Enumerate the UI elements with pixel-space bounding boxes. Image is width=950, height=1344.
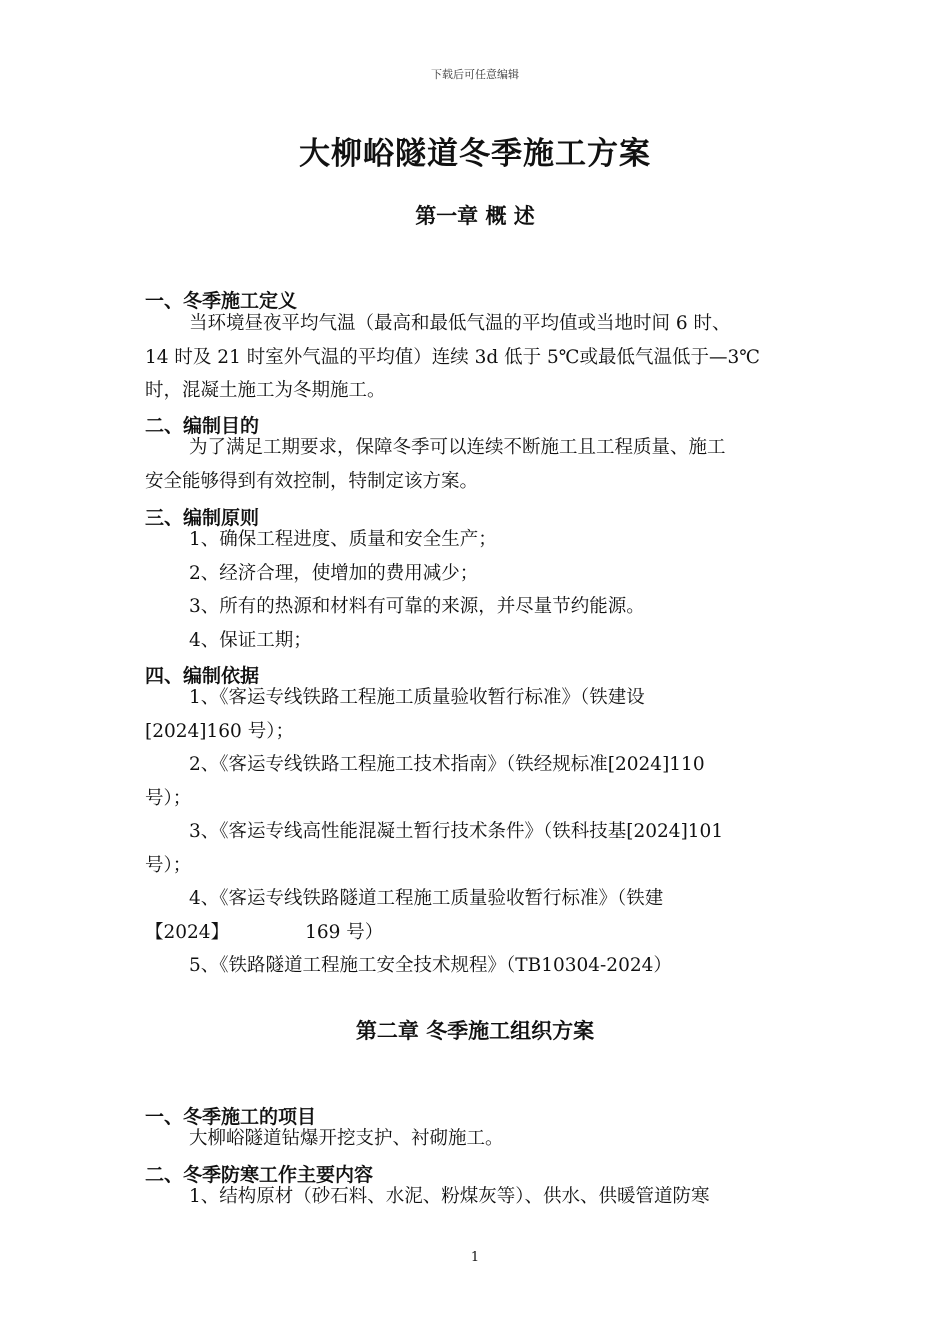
reference-line: 号）；	[145, 854, 192, 876]
section-heading: 三、编制原则	[145, 507, 260, 529]
section-heading: 一、冬季施工定义	[145, 290, 298, 312]
section-body	[145, 307, 845, 408]
text-line: 14 时及 21 时室外气温的平均值）连续 3d 低于 5℃或最低气温低于—3℃	[145, 346, 760, 368]
section-body	[145, 523, 845, 657]
document-title: 大柳峪隧道冬季施工方案	[299, 136, 651, 172]
text-line: 大柳峪隧道钻爆开挖支护、衬砌施工。	[189, 1128, 504, 1149]
list-item: 2、经济合理，使增加的费用减少；	[189, 562, 479, 584]
chapter-1-title: 第一章 概 述	[415, 204, 535, 228]
list-item: 3、所有的热源和材料有可靠的来源，并尽量节约能源。	[189, 596, 645, 617]
reference-line: 2、《客运专线铁路工程施工技术指南》（铁经规标准[2024]110	[189, 754, 705, 775]
text-line: 为了满足工期要求，保障冬季可以连续不断施工且工程质量、施工	[189, 437, 726, 458]
text-line: 当环境昼夜平均气温（最高和最低气温的平均值或当地时间 6 时、	[189, 313, 731, 334]
reference-line: 1、《客运专线铁路工程施工质量验收暂行标准》（铁建设	[189, 687, 645, 708]
page-number: 1	[470, 1250, 480, 1265]
text-line: 安全能够得到有效控制，特制定该方案。	[145, 470, 479, 492]
section-heading: 四、编制依据	[145, 665, 260, 687]
reference-line: 5、《铁路隧道工程施工安全技术规程》（TB10304-2024）	[189, 955, 672, 976]
reference-line: [2024]160 号）；	[145, 720, 294, 742]
section-body	[145, 1180, 845, 1214]
list-item: 1、确保工程进度、质量和安全生产；	[189, 529, 497, 550]
section-heading: 二、冬季防寒工作主要内容	[145, 1164, 374, 1186]
section-heading: 一、冬季施工的项目	[145, 1106, 317, 1128]
chapter-2-title: 第二章 冬季施工组织方案	[355, 1019, 595, 1043]
text-line: 时，混凝土施工为冬期施工。	[145, 380, 386, 401]
reference-line: 4、《客运专线铁路隧道工程施工质量验收暂行标准》（铁建	[189, 888, 664, 909]
text-line: 1、结构原材（砂石料、水泥、粉煤灰等）、供水、供暖管道防寒	[189, 1186, 710, 1207]
list-item: 4、保证工期；	[189, 629, 312, 651]
section-body	[145, 681, 845, 983]
reference-number: 169 号）	[305, 921, 384, 943]
reference-line: 号）；	[145, 787, 192, 809]
section-heading: 二、编制目的	[145, 415, 260, 437]
header-note: 下载后可任意编辑	[431, 68, 519, 81]
reference-line	[145, 916, 845, 950]
reference-year: 【2024】	[145, 921, 230, 943]
section-body	[145, 431, 845, 498]
reference-line: 3、《客运专线高性能混凝土暂行技术条件》（铁科技基[2024]101	[189, 821, 724, 842]
section-body	[145, 1122, 845, 1156]
